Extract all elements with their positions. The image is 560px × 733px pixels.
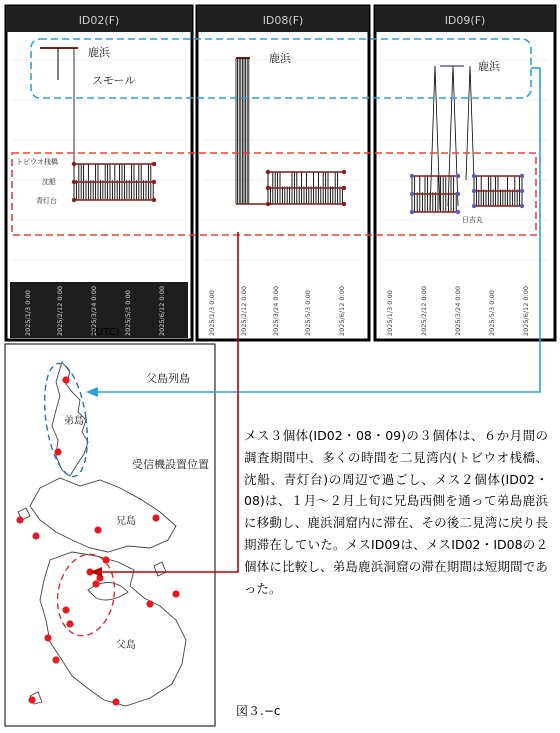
panel-title-id02: ID02(F): [78, 14, 120, 27]
detection-point: [410, 174, 414, 178]
detection-point: [266, 202, 270, 206]
receiver-marker: [44, 634, 51, 641]
label-small-id02: スモール: [92, 74, 136, 87]
map-label-chichijima-islands: 父島列島: [146, 372, 190, 385]
detection-point: [342, 186, 346, 190]
detection-point: [520, 189, 524, 193]
x-tick-label: 2025/5/3 0:00: [304, 290, 312, 336]
detection-point: [456, 210, 460, 214]
map-label-ototojima: 弟島: [64, 416, 84, 427]
x-tick-label: 2025/1/3 0:00: [208, 290, 216, 336]
receiver-marker: [92, 580, 99, 587]
receiver-marker: [62, 376, 69, 383]
receiver-marker: [146, 600, 153, 607]
plot-area-id08: [201, 32, 365, 282]
label-hiyoshimaru: 日吉丸: [462, 216, 483, 224]
label-tobiuo-pier: トビウオ桟橋: [16, 158, 58, 166]
receiver-marker: [66, 620, 73, 627]
x-tick-label: 2025/2/12 0:00: [56, 286, 64, 336]
detection-point: [472, 189, 476, 193]
label-shikahama-id08: 鹿浜: [269, 52, 291, 65]
detection-point: [72, 162, 76, 166]
x-tick-label: 2025/3/24 0:00: [272, 286, 280, 336]
plot-area-id09: [379, 32, 551, 282]
detection-point: [152, 162, 156, 166]
utc-label: (UTC): [92, 327, 120, 338]
detection-point: [456, 174, 460, 178]
receiver-marker: [112, 698, 119, 705]
map-label-anijima: 兄島: [116, 516, 136, 527]
detection-point: [72, 180, 76, 184]
x-tick-label: 2025/2/12 0:00: [420, 286, 428, 336]
detection-point: [472, 204, 476, 208]
receiver-marker: [62, 606, 69, 613]
x-tick-label: 2025/5/3 0:00: [124, 290, 132, 336]
receiver-marker: [152, 514, 159, 521]
description-paragraph: メス３個体(ID02・08・09)の３個体は、６か月間の調査期間中、多くの時間を二見湾内(トビウオ桟橋、沈船、青灯台)の周辺で過ごし、メス２個体(ID02・08)は、１月～２月上旬に兄島西側を通って弟島鹿浜に移動し、鹿浜洞窟内に滞在、その後二見湾に戻り長期滞在していた。メスID09は、メスID02・ID08の２個体に比較し、弟島鹿浜洞窟の滞在期間は短期間であった。: [244, 428, 548, 596]
map-label-receiver: 受信機設置位置: [132, 458, 209, 471]
receiver-marker: [172, 590, 179, 597]
detection-point: [472, 174, 476, 178]
detection-point: [152, 180, 156, 184]
x-tick-label: 2025/3/24 0:00: [90, 286, 98, 336]
detection-point: [520, 204, 524, 208]
detection-point: [152, 198, 156, 202]
label-blue-lighthouse: 青灯台: [36, 197, 57, 205]
receiver-marker: [32, 532, 39, 539]
panel-title-id08: ID08(F): [262, 14, 304, 27]
detection-point: [266, 170, 270, 174]
x-tick-label: 2025/6/12 0:00: [158, 286, 166, 336]
x-tick-label: 2025/6/12 0:00: [522, 286, 530, 336]
detection-point: [410, 192, 414, 196]
detection-point: [456, 192, 460, 196]
label-shipwreck: 沈船: [42, 178, 56, 186]
receiver-marker: [28, 696, 35, 703]
receiver-marker: [94, 526, 101, 533]
x-tick-label: 2025/1/3 0:00: [386, 290, 394, 336]
label-shikahama-id09: 鹿浜: [478, 60, 500, 73]
detection-point: [266, 186, 270, 190]
plot-area-id02: [10, 32, 188, 282]
detection-point: [410, 210, 414, 214]
x-tick-label: 2025/2/12 0:00: [240, 286, 248, 336]
map-label-chichijima: 父島: [116, 640, 136, 651]
x-tick-label: 2025/5/3 0:00: [488, 290, 496, 336]
x-tick-label: 2025/6/12 0:00: [338, 286, 346, 336]
detection-point: [520, 174, 524, 178]
label-shikahama-id02: 鹿浜: [88, 46, 110, 59]
receiver-marker: [16, 516, 23, 523]
detection-point: [72, 198, 76, 202]
x-tick-label: 2025/1/3 0:00: [24, 290, 32, 336]
panel-title-id09: ID09(F): [444, 14, 486, 27]
receiver-marker: [54, 448, 61, 455]
detection-point: [342, 170, 346, 174]
figure-caption: 図３.−c: [236, 704, 281, 718]
detection-point: [342, 202, 346, 206]
receiver-marker: [52, 656, 59, 663]
x-tick-label: 2025/3/24 0:00: [454, 286, 462, 336]
